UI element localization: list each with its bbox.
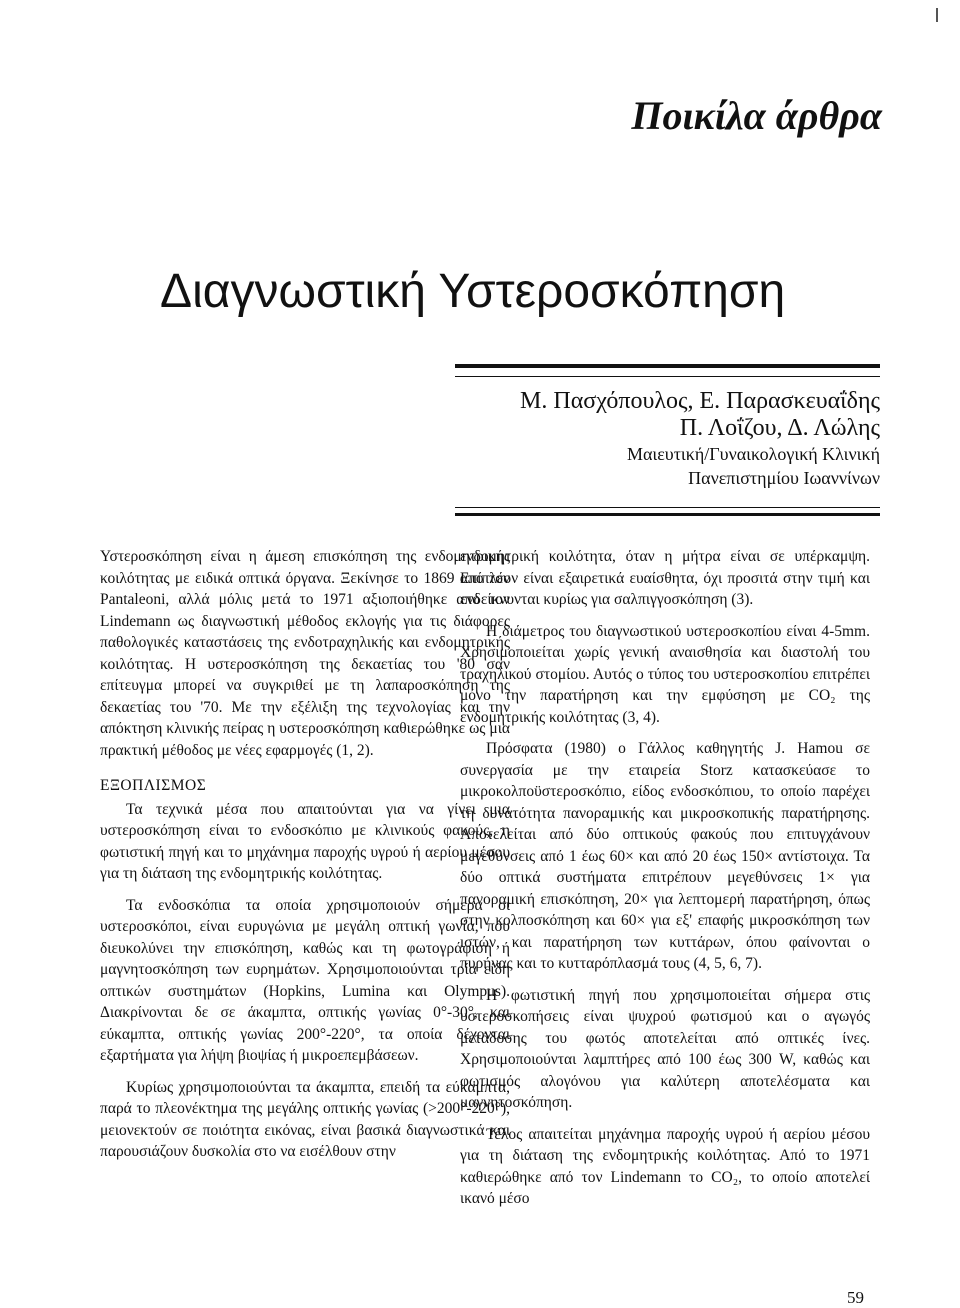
right-column <box>460 546 870 1220</box>
corner-mark <box>936 8 938 22</box>
paragraph: Τέλος απαιτείται μηχάνημα παροχής υγρού ή αερίου μέσου για τη διάταση της ενδομητρικής κοιλότητας. Από το 1971 καθιερώθηκε από τον Lindemann το CO₂, το οποίο αποτελεί ικανό μέσο <box>460 1125 870 1207</box>
paragraph: Τα ενδοσκόπια τα οποία χρησιμοποιούν σήμερα οι υστεροσκόποι, είναι ευρυγώνια με μεγάλη οπτική γωνία, που διευκολύνει την επισκόπηση, καθώς και τη φωτογράφιση ή μαγνητοσκόπηση των ευρημάτων. Χρησιμοποιούνται τρία είδη οπτικών συστημάτων (Hopkins, Lumina και Olympus). Διακρίνονται δε σε άκαμπτα, οπτικής γωνίας 0°-30°, και εύκαμπτα, οπτικής γωνίας 200°-220°, τα οποία δέχονται εξαρτήματα για λήψη βιοψίας ή μικροεπεμβάσεων. <box>100 896 510 1064</box>
intro-paragraph: Υστεροσκόπηση είναι η άμεση επισκόπηση της ενδομητρικής κοιλότητας με ειδικά οπτικά όργανα. Ξεκίνησε το 1869 από τον Pantaleoni, αλλά μόλις μετά το 1971 αξιοποιήθηκε από τον Lindemann ως διαγνωστική μέθοδος εκλογής για τις διάφορες παθολογικές καταστάσεις της ενδοτραχηλικής και ενδομητρικής κοιλότητας. Η υστεροσκόπηση της δεκαετίας του '80 σαν επίτευγμα μπορεί να συγκριθεί με τη λαπαροσκόπηση της δεκαετίας του '70. Με την εξέλιξη της τεχνολογίας και την απόκτηση κλινικής πείρας η υστεροσκόπηση καθιερώθηκε ως μια πρακτική μέθοδος με νέες εφαρμογές (1, 2). <box>100 548 510 759</box>
section-label: Ποικίλα άρθρα <box>631 93 882 138</box>
bottom-rule-thin <box>455 507 880 508</box>
paragraph: Τα τεχνικά μέσα που απαιτούνται για να γίνει μια υστεροσκόπηση είναι το ενδοσκόπιο με κλινικούς φακούς, η φωτιστική πηγή και το μηχάνημα παροχής υγρού ή αερίου μέσου για τη διάταση της ενδομητρικής κοιλότητας. <box>100 800 510 882</box>
article-title: Διαγνωστική Υστεροσκόπηση <box>160 265 786 318</box>
affiliation-line-1: Μαιευτική/Γυναικολογική Κλινική <box>626 444 880 464</box>
left-column <box>100 546 510 1173</box>
page-number: 59 <box>847 1288 864 1307</box>
section-heading-equipment: ΕΞΟΠΛΙΣΜΟΣ <box>100 777 207 794</box>
top-rule-thick <box>455 364 880 368</box>
top-rule-thin <box>455 376 880 377</box>
author-block <box>455 388 880 490</box>
paragraph: ενδομητρική κοιλότητα, όταν η μήτρα είναι σε υπέρκαμψη. Επιπλέον είναι εξαιρετικά ευαίσθητα, όχι προσιτά στην τιμή και ενδείκνυνται κυρίως για σαλπιγγοσκόπηση (3). <box>460 548 870 608</box>
affiliation-line-2: Πανεπιστημίου Ιωαννίνων <box>688 468 880 488</box>
bottom-rule-thick <box>455 513 880 516</box>
paragraph: Πρόσφατα (1980) ο Γάλλος καθηγητής J. Hamou σε συνεργασία με την εταιρεία Storz κατασκεύασε το μικροκολποϋστεροσκόπιο, είδος ενδοσκόπιου, το οποίο παρέχει τη δυνατότητα πανοραμικής και μικροσκοπικής παρατήρησης. Αποτελείται από δύο οπτικούς φακούς που επιτυγχάνουν μεγεθύνσεις από 1 έως 60× και από 20 έως 150× αντίστοιχα. Τα δύο οπτικά συστήματα επιτρέπουν μεγεθύνσεις 1× για πανοραμική επισκόπηση, 20× για λεπτομερή παρατήρηση, όπως στην κολποσκόπηση και 60× για εξ' επαφής μικροσκόπηση των ιστών, και παρατήρηση των κυττάρων, όπου φαίνονται ο πυρήνας και το κυτταρόπλασμά τους (4, 5, 6, 7). <box>460 740 870 972</box>
paragraph: Κυρίως χρησιμοποιούνται τα άκαμπτα, επειδή τα εύκαμπτα, παρά το πλεονέκτημα της μεγάλης οπτικής γωνίας (>200°-220°), μειονεκτούν σε ποιότητα εικόνας, είναι βασικά διαγνωστικά και παρουσιάζουν δυσκολία στο να εισέλθουν στην <box>100 1078 510 1160</box>
author-line-1: Μ. Πασχόπουλος, Ε. Παρασκευαΐδης <box>520 388 880 414</box>
paragraph: Η φωτιστική πηγή που χρησιμοποιείται σήμερα στις υστεροσκοπήσεις είναι ψυχρού φωτισμού και ο αγωγός μετάδοσης του φωτός αποτελείται από οπτικές ίνες. Χρησιμοποιούνται λαμπτήρες από 100 έως 300 W, καθώς και φωτισμός αλογόνου για καλύτερη αποτελέσματα και μαγνητοσκόπηση. <box>460 986 870 1111</box>
paragraph: Η διάμετρος του διαγνωστικού υστεροσκοπίου είναι 4-5mm. Χρησιμοποιείται χωρίς γενική αναισθησία και διαστολή του τραχηλικού στομίου. Αυτός ο τύπος του υστεροσκοπίου επιτρέπει μόνο την παρατήρηση και την εμφύσηση με CO₂ της ενδομητρικής κοιλότητας (3, 4). <box>460 622 870 726</box>
author-line-2: Π. Λοΐζου, Δ. Λώλης <box>679 415 880 441</box>
